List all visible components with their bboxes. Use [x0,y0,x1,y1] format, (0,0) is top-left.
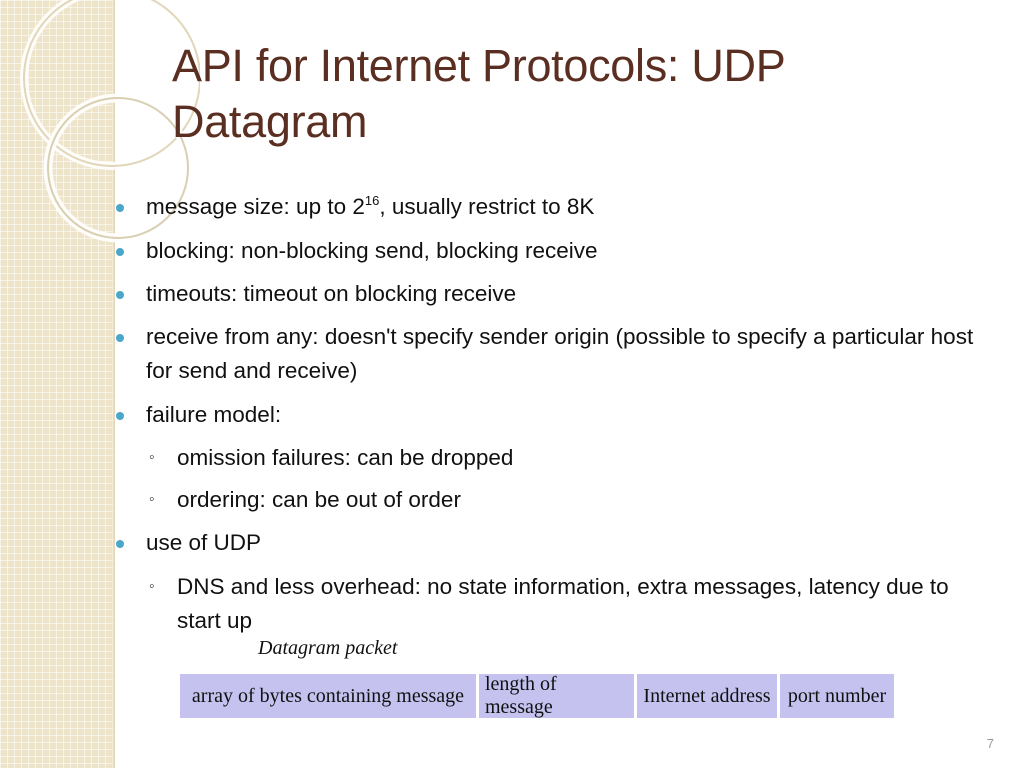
bullet-dot-icon [116,334,124,342]
sub-bullet-text: DNS and less overhead: no state information, extra messages, latency due to start up [177,574,949,633]
packet-field-length: length of message [479,674,634,718]
packet-field-message: array of bytes containing message [180,674,476,718]
bullet-dot-icon [116,540,124,548]
sub-bullet-ring-icon: ◦ [149,491,155,508]
decorative-side-strip [0,0,115,768]
datagram-packet-diagram [180,674,894,718]
sub-bullet-text: ordering: can be out of order [177,487,461,512]
packet-field-port: port number [780,674,894,718]
bullet-text: timeouts: timeout on blocking receive [146,281,517,306]
bullet-text: message size: up to $2^{16}$, usually restrict to 8K [146,193,595,219]
datagram-packet-caption: Datagram packet [258,637,398,659]
sub-bullet-ring-icon: ◦ [149,578,155,595]
page-number: 7 [986,736,994,751]
sub-bullet-ring-icon: ◦ [149,449,155,466]
bullet-text: receive from any: doesn't specify sender origin (possible to specify a particular host for send and receive) [146,324,974,383]
bullet-dot-icon [116,291,124,299]
bullet-dot-icon [116,412,124,420]
slide-title: API for Internet Protocols: UDP Datagram [172,40,785,147]
bullet-text: failure model: [146,402,282,427]
sub-bullet-text: omission failures: can be dropped [177,445,514,470]
bullet-dot-icon [116,248,124,256]
bullet-dot-icon [116,204,124,212]
bullet-text: use of UDP [146,530,262,555]
packet-field-address: Internet address [637,674,777,718]
bullet-text: blocking: non-blocking send, blocking receive [146,238,598,263]
